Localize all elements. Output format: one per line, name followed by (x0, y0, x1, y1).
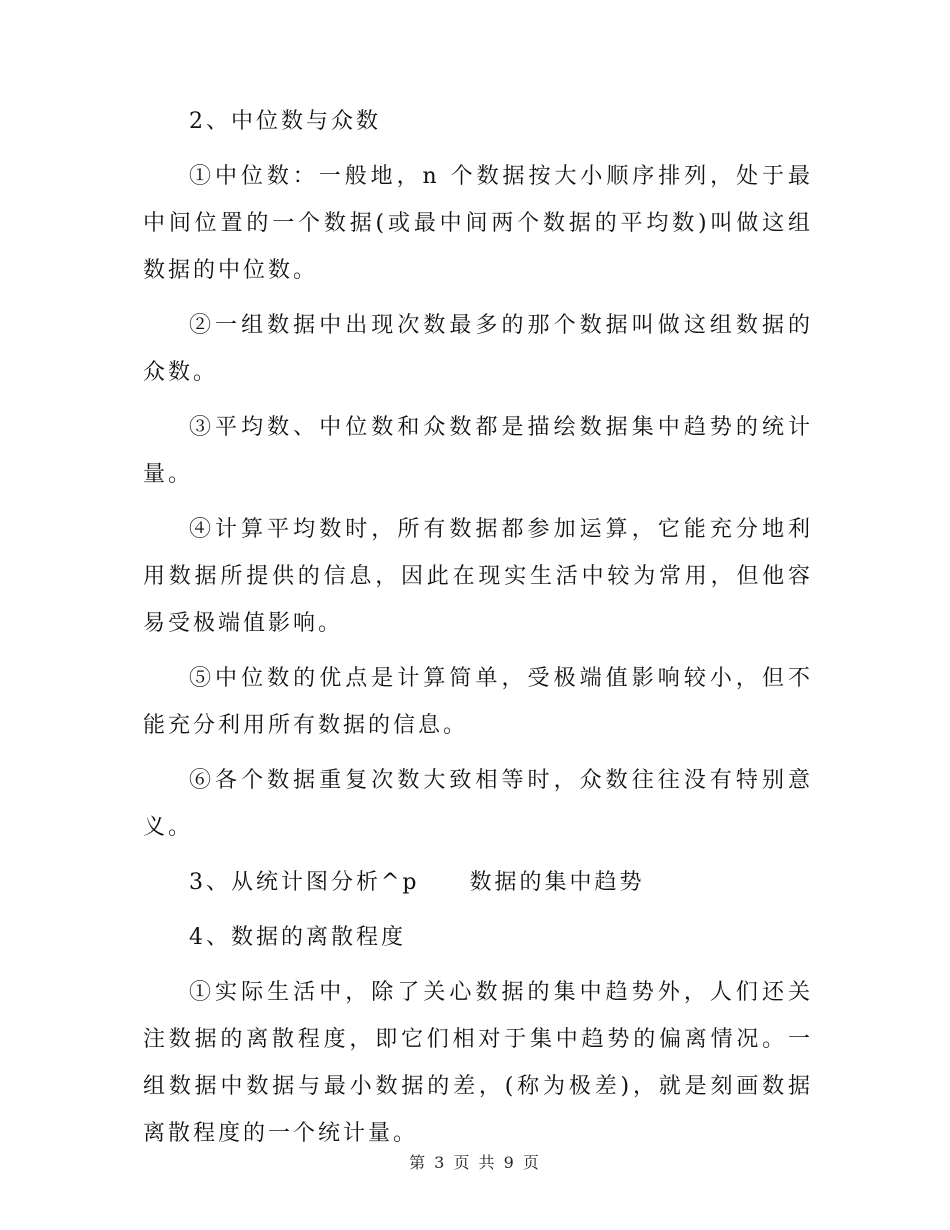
section-heading-median-mode: 2、中位数与众数 (189, 109, 381, 134)
document-body (143, 98, 813, 1165)
paragraph-central-tendency: ③平均数、中位数和众数都是描绘数据集中趋势的统计量。 (143, 415, 813, 487)
paragraph-median-advantage: ⑤中位数的优点是计算简单，受极端值影响较小，但不能充分利用所有数据的信息。 (143, 666, 813, 738)
page-number-footer: 第 3 页 共 9 页 (409, 1153, 541, 1172)
paragraph-range-definition: ①实际生活中，除了关心数据的集中趋势外，人们还关注数据的离散程度，即它们相对于集中趋势的偏离情况。一组数据中数据与最小数据的差，(称为极差)，就是刻画数据离散程度的一个统计量。 (143, 980, 813, 1146)
paragraph-median-definition: ①中位数：一般地，n 个数据按大小顺序排列，处于最中间位置的一个数据(或最中间两个数据的平均数)叫做这组数据的中位数。 (143, 164, 813, 283)
paragraph-mode-meaning: ⑥各个数据重复次数大致相等时，众数往往没有特别意义。 (143, 768, 813, 840)
paragraph-mode-definition: ②一组数据中出现次数最多的那个数据叫做这组数据的众数。 (143, 313, 813, 385)
section-heading-dispersion: 4、数据的离散程度 (189, 925, 406, 950)
paragraph-mean-usage: ④计算平均数时，所有数据都参加运算，它能充分地利用数据所提供的信息，因此在现实生活中较为常用，但他容易受极端值影响。 (143, 517, 813, 636)
section-heading-chart-analysis: 3、从统计图分析^p 数据的集中趋势 (189, 870, 645, 895)
